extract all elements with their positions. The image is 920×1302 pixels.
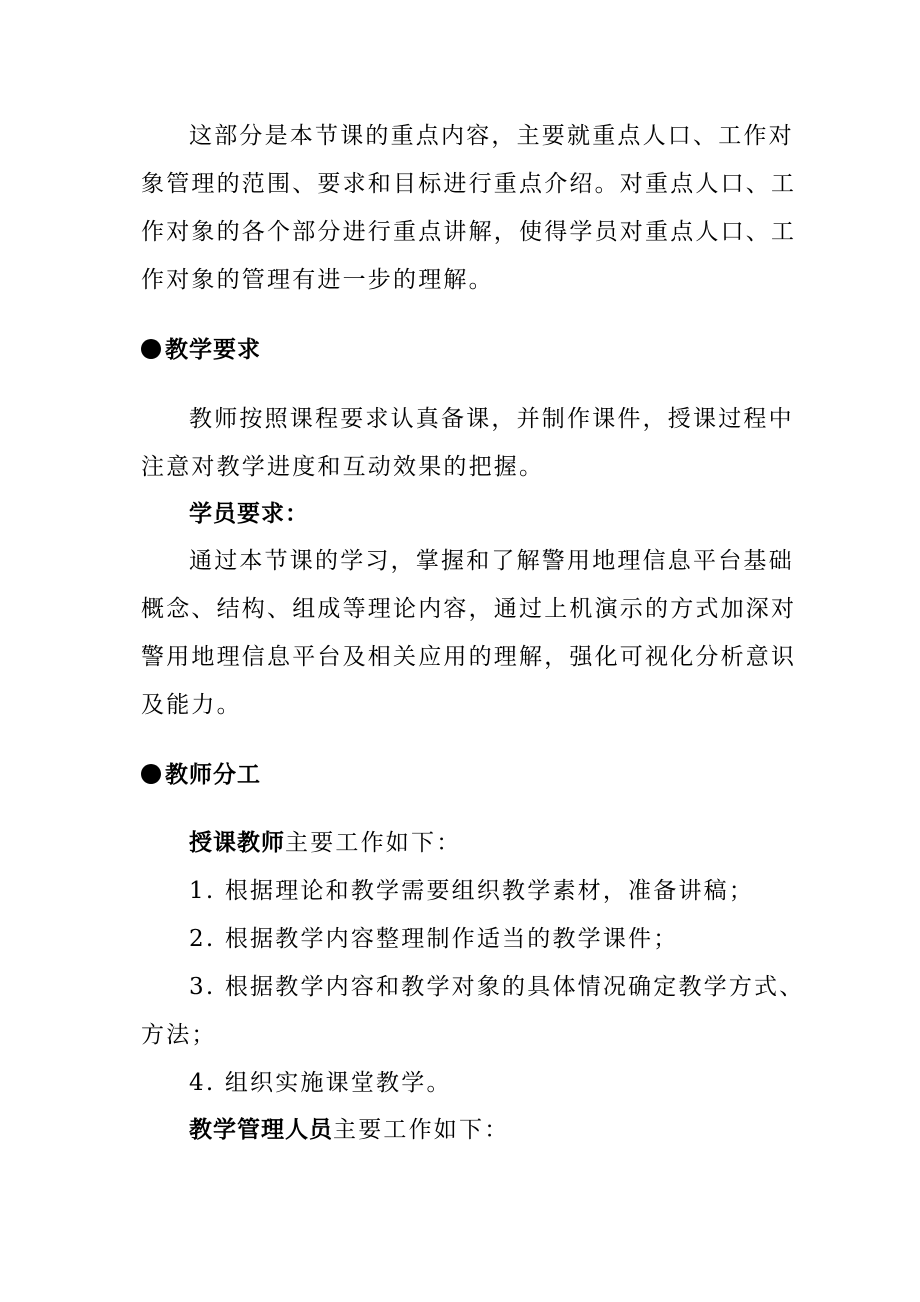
student-requirements-heading: 学员要求： [189,501,309,527]
lecturer-suffix: 主要工作如下： [285,830,462,856]
duty-item-1: 1. 根据理论和教学需要组织教学素材，准备讲稿； [189,878,755,904]
intro-line-2: 象管理的范围、要求和目标进行重点介绍。对重点人口、工 [141,171,797,197]
duty-item-3-continued: 方法； [141,1022,217,1048]
lecturer-duties-line [189,828,791,858]
teacher-division-heading [141,760,791,790]
student-requirement-line-4: 及能力。 [141,692,242,718]
intro-line-4: 作对象的管理有进一步的理解。 [141,267,494,293]
teaching-requirements-heading [141,335,791,365]
student-requirement-line-2: 概念、结构、组成等理论内容，通过上机演示的方式加深对 [141,596,797,622]
bullet-icon [141,339,161,359]
manager-duties-line [189,1115,791,1145]
student-requirement-line-1: 通过本节课的学习，掌握和了解警用地理信息平台基础 [189,548,794,574]
intro-line-1: 这部分是本节课的重点内容，主要就重点人口、工作对 [189,123,794,149]
intro-line-3: 作对象的各个部分进行重点讲解，使得学员对重点人口、工 [141,219,797,245]
duty-item-4: 4. 组织实施课堂教学。 [189,1070,452,1096]
manager-label: 教学管理人员 [189,1117,333,1143]
lecturer-label: 授课教师 [189,830,285,856]
duty-item-2: 2. 根据教学内容整理制作适当的教学课件； [189,926,679,952]
teacher-requirement-line-1: 教师按照课程要求认真备课，并制作课件，授课过程中 [189,406,794,432]
heading-text: 教师分工 [165,762,261,788]
teacher-requirement-line-2: 注意对教学进度和互动效果的把握。 [141,454,545,480]
manager-suffix: 主要工作如下： [333,1117,510,1143]
student-requirement-line-3: 警用地理信息平台及相关应用的理解，强化可视化分析意识 [141,644,797,670]
heading-text: 教学要求 [165,337,261,363]
duty-item-3: 3. 根据教学内容和教学对象的具体情况确定教学方式、 [189,974,805,1000]
bullet-icon [141,764,161,784]
